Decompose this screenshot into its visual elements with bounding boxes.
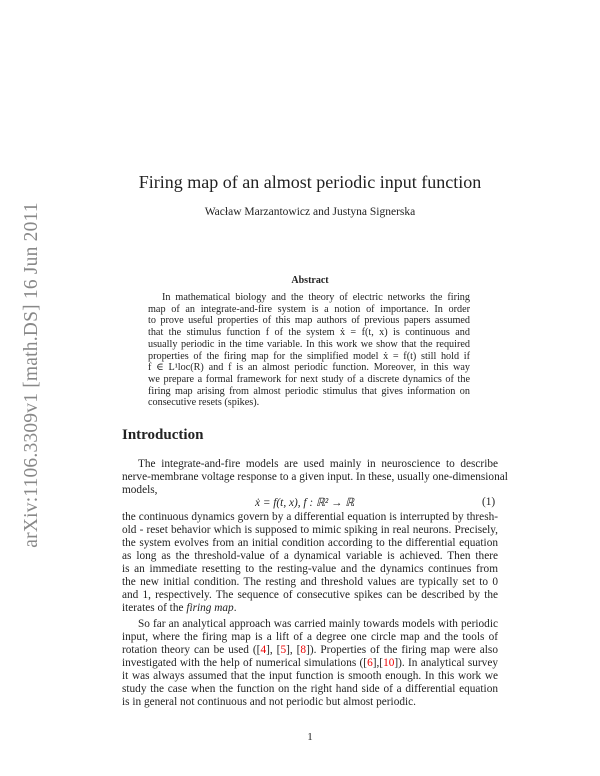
- text-line: models,: [122, 484, 158, 496]
- text-line: old - reset behavior which is supposed to mimic spiking in real neurons. Precisely,: [122, 524, 498, 536]
- arxiv-identifier: arXiv:1106.3309v1 [math.DS] 16 Jun 2011: [21, 202, 42, 548]
- abstract-heading: Abstract: [291, 275, 329, 286]
- text-line: rotation theory can be used ([4], [5], [8]). Properties of the firing map were also: [122, 644, 498, 656]
- text-line: input, where the firing map is a lift of a degree one circle map and the tools of: [122, 631, 498, 643]
- text-line: f ∈ L¹loc(R) and f is an almost periodic function. Moreover, in this way: [148, 362, 470, 374]
- text-line: nerve-membrane voltage response to a given input. In these, usually one-dimensional: [122, 471, 508, 483]
- text-line: to prove useful properties of this map authors of previous papers assumed: [148, 315, 470, 327]
- equation-number: (1): [482, 496, 496, 508]
- text-line: usually periodic in the time variable. In this work we show that the required: [148, 338, 470, 350]
- section-heading-introduction: Introduction: [122, 427, 204, 443]
- text-line: properties of the firing map for the simplified model ẋ = f(t) still hold if: [148, 350, 470, 362]
- text-line: is an immediate resetting to the resting-value and the dynamics continues from: [122, 563, 498, 575]
- text-line: we prepare a formal framework for next study of a discrete dynamics of the: [148, 373, 470, 385]
- text-line: is in general not continuous and not periodic but almost periodic.: [122, 696, 416, 708]
- text-line: the continuous dynamics govern by a differential equation is interrupted by thresh-: [122, 511, 498, 523]
- text-line: study the case when the function on the right hand side of a differential equation: [122, 683, 498, 695]
- citation-link[interactable]: 4: [260, 644, 267, 656]
- text-line: the new initial condition. The resting and threshold values are typically set to 0: [122, 576, 498, 588]
- text-line: firing map arising from almost periodic stimulus that gives information on: [148, 385, 470, 397]
- text-line: as long as the threshold-value of a dynamical variable is achieved. Then there: [122, 550, 498, 562]
- text-line: map of an integrate-and-fire system is a notion of importance. In order: [148, 303, 470, 315]
- text-line: investigated with the help of numerical simulations ([6],[10]). In analytical survey: [122, 657, 498, 669]
- text-line: that the stimulus function f of the system ẋ = f(t, x) is continuous and: [148, 327, 470, 339]
- text-line: it was always assumed that the input function is smooth enough. In this work we: [122, 670, 498, 682]
- citation-link[interactable]: 8: [300, 644, 307, 656]
- text-line: the system evolves from an initial condition according to the differential equation: [122, 537, 498, 549]
- text-line: and 1, respectively. The sequence of consecutive spikes can be described by the: [122, 589, 498, 601]
- authors: Wacław Marzantowicz and Justyna Signerska: [204, 206, 416, 218]
- citation-link[interactable]: 10: [383, 657, 395, 669]
- page-number: 1: [307, 731, 313, 743]
- paper-title: Firing map of an almost periodic input function: [138, 172, 482, 192]
- citation-link[interactable]: 5: [280, 644, 287, 656]
- equation-1: ẋ = f(t, x), f : ℝ² → ℝ: [255, 497, 355, 509]
- text-line: iterates of the firing map.: [122, 602, 237, 614]
- text-line: consecutive resets (spikes).: [148, 397, 260, 409]
- text-line: So far an analytical approach was carried mainly towards models with periodic: [138, 618, 498, 630]
- text-line: The integrate-and-fire models are used mainly in neuroscience to describe: [138, 458, 498, 470]
- citation-link[interactable]: 6: [367, 657, 373, 669]
- text-line: In mathematical biology and the theory of electric networks the firing: [162, 292, 470, 303]
